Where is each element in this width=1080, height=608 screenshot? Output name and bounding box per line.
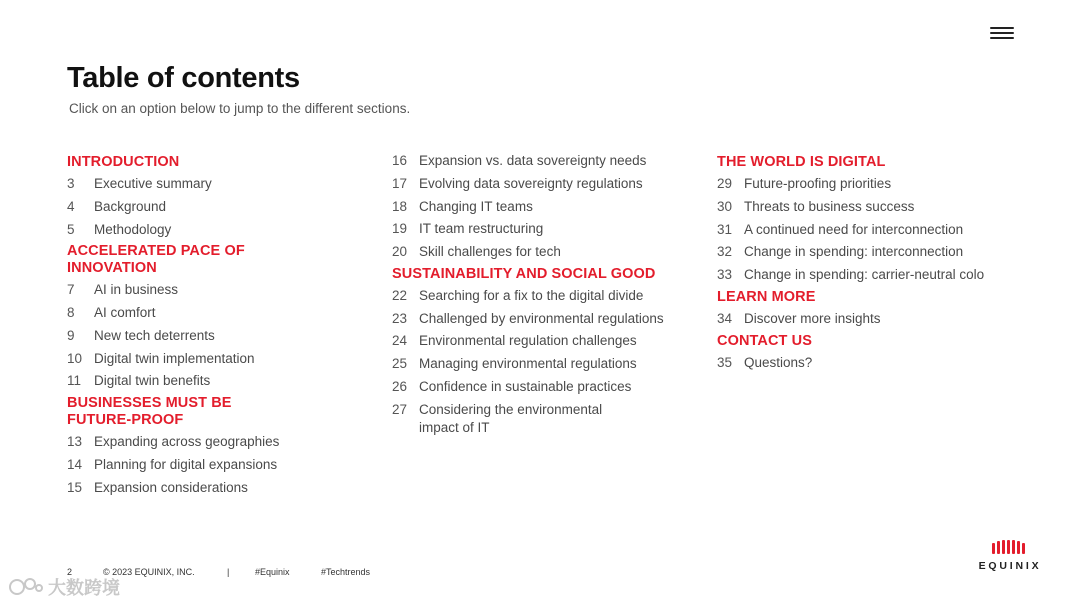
section-heading[interactable]: CONTACT US — [717, 332, 812, 349]
toc-page-number: 3 — [67, 176, 75, 191]
toc-item-label: Expanding across geographies — [94, 434, 280, 450]
toc-page-number: 35 — [717, 354, 733, 370]
toc-item[interactable] — [67, 372, 367, 391]
toc-item[interactable] — [67, 350, 367, 369]
toc-item[interactable] — [392, 198, 702, 217]
toc-column-3 — [717, 152, 1037, 376]
toc-item[interactable] — [717, 221, 1037, 240]
toc-item-label: A continued need for interconnection — [744, 221, 964, 237]
toc-page-number: 30 — [717, 198, 733, 214]
page-subtitle: Click on an option below to jump to the different sections. — [69, 101, 411, 116]
toc-item[interactable] — [717, 198, 1037, 217]
toc-item[interactable] — [392, 401, 702, 438]
toc-item-label: Environmental regulation challenges — [419, 333, 637, 349]
toc-item-label: Managing environmental regulations — [419, 356, 637, 372]
toc-page-number: 14 — [67, 457, 83, 473]
toc-page-number: 15 — [67, 479, 83, 495]
toc-item[interactable] — [717, 243, 1037, 262]
toc-page-number: 20 — [392, 244, 408, 260]
toc-item-label: IT team restructuring — [419, 221, 544, 237]
toc-page-number: 24 — [392, 333, 408, 349]
toc-item-label: Planning for digital expansions — [94, 457, 278, 473]
toc-item[interactable] — [717, 354, 1037, 373]
toc-item-label: AI in business — [94, 282, 179, 298]
toc-item[interactable] — [67, 327, 367, 346]
hashtag-techtrends[interactable]: #Techtrends — [321, 567, 371, 577]
toc-item-label: AI comfort — [94, 305, 156, 321]
watermark-text: 大数跨境 — [48, 578, 120, 598]
toc-page-number: 32 — [717, 244, 733, 260]
logo-wordmark: EQUINIX — [978, 560, 1042, 572]
toc-item[interactable] — [67, 304, 367, 323]
toc-item[interactable] — [67, 175, 367, 194]
toc-page-number: 26 — [392, 379, 408, 395]
toc-item-label: Challenged by environmental regulations — [419, 310, 664, 326]
toc-page-number: 10 — [67, 350, 83, 366]
toc-item-label: Confidence in sustainable practices — [419, 379, 632, 395]
toc-item-label: Evolving data sovereignty regulations — [419, 175, 643, 191]
toc-item[interactable] — [717, 266, 1037, 285]
toc-item[interactable] — [392, 355, 702, 374]
toc-page-number: 31 — [717, 221, 733, 237]
toc-item[interactable] — [392, 243, 702, 262]
toc-page-number: 8 — [67, 305, 75, 321]
toc-item-label: Skill challenges for tech — [419, 244, 561, 260]
copyright: © 2023 EQUINIX, INC. — [103, 567, 195, 577]
footer-separator: | — [227, 567, 230, 577]
toc-item[interactable] — [67, 456, 367, 475]
hamburger-menu-icon[interactable] — [990, 27, 1014, 41]
toc-item-label: Digital twin benefits — [94, 373, 211, 389]
toc-page-number: 34 — [717, 310, 733, 326]
toc-item-label: Discover more insights — [744, 310, 881, 326]
section-heading[interactable]: THE WORLD IS DIGITAL — [717, 154, 886, 170]
toc-page-number: 25 — [392, 356, 408, 372]
toc-item-label: Methodology — [94, 221, 172, 237]
toc-item[interactable] — [392, 175, 702, 194]
watermark-logo-icon — [8, 576, 44, 598]
toc-page-number: 27 — [392, 401, 408, 417]
toc-item[interactable] — [67, 433, 367, 452]
toc-item-label: Searching for a fix to the digital divide — [419, 287, 644, 303]
toc-item[interactable] — [717, 175, 1037, 194]
page-number: 2 — [67, 567, 73, 577]
toc-item-label: Change in spending: carrier-neutral colo — [744, 267, 985, 283]
toc-item-label: Digital twin implementation — [94, 350, 255, 366]
toc-column-2 — [392, 152, 702, 442]
toc-page-number: 23 — [392, 310, 408, 326]
toc-item-label: Questions? — [744, 354, 813, 370]
toc-item[interactable] — [67, 198, 367, 217]
toc-item[interactable] — [392, 332, 702, 351]
section-heading[interactable]: ACCELERATED PACE OF INNOVATION — [67, 243, 245, 277]
equinix-logo-icon — [990, 540, 1030, 556]
section-heading[interactable]: SUSTAINABILITY AND SOCIAL GOOD — [392, 265, 656, 282]
toc-item-label: Future-proofing priorities — [744, 176, 892, 191]
toc-item-label: Executive summary — [94, 176, 212, 191]
toc-item[interactable] — [67, 281, 367, 300]
toc-item-label: Background — [94, 198, 167, 214]
toc-item[interactable] — [392, 152, 702, 171]
toc-item[interactable] — [392, 310, 702, 329]
toc-item[interactable] — [392, 378, 702, 397]
toc-page-number: 19 — [392, 221, 408, 237]
toc-item[interactable] — [67, 221, 367, 240]
page-title: Table of contents — [67, 62, 300, 94]
toc-item[interactable] — [717, 310, 1037, 329]
toc-item-label: Change in spending: interconnection — [744, 244, 964, 260]
toc-page-number: 29 — [717, 176, 733, 191]
equinix-logo — [968, 540, 1052, 572]
toc-page-number: 7 — [67, 282, 75, 298]
toc-item-label: Expansion vs. data sovereignty needs — [419, 153, 647, 168]
toc-page-number: 4 — [67, 198, 75, 214]
toc-item[interactable] — [67, 479, 367, 498]
toc-item-label: New tech deterrents — [94, 327, 215, 343]
hashtag-equinix[interactable]: #Equinix — [255, 567, 290, 577]
toc-page-number: 5 — [67, 221, 75, 237]
toc-column-1 — [67, 152, 367, 502]
toc-item[interactable] — [392, 220, 702, 239]
section-heading[interactable]: BUSINESSES MUST BE FUTURE-PROOF — [67, 395, 232, 429]
toc-item[interactable] — [392, 287, 702, 306]
toc-page-number: 11 — [67, 373, 82, 389]
toc-item-label: Considering the environmental impact of IT — [419, 401, 603, 436]
toc-page-number: 9 — [67, 327, 75, 343]
toc-item-label: Threats to business success — [744, 198, 915, 214]
toc-page-number: 22 — [392, 287, 408, 303]
section-heading[interactable]: LEARN MORE — [717, 288, 816, 305]
toc-page-number: 33 — [717, 267, 733, 283]
toc-item-label: Expansion considerations — [94, 479, 248, 495]
toc-item-label: Changing IT teams — [419, 198, 533, 214]
toc-page-number: 13 — [67, 434, 83, 450]
section-heading[interactable]: INTRODUCTION — [67, 154, 180, 170]
toc-page-number: 17 — [392, 175, 408, 191]
watermark — [8, 574, 120, 600]
toc-page-number: 18 — [392, 198, 408, 214]
toc-page-number: 16 — [392, 153, 408, 168]
